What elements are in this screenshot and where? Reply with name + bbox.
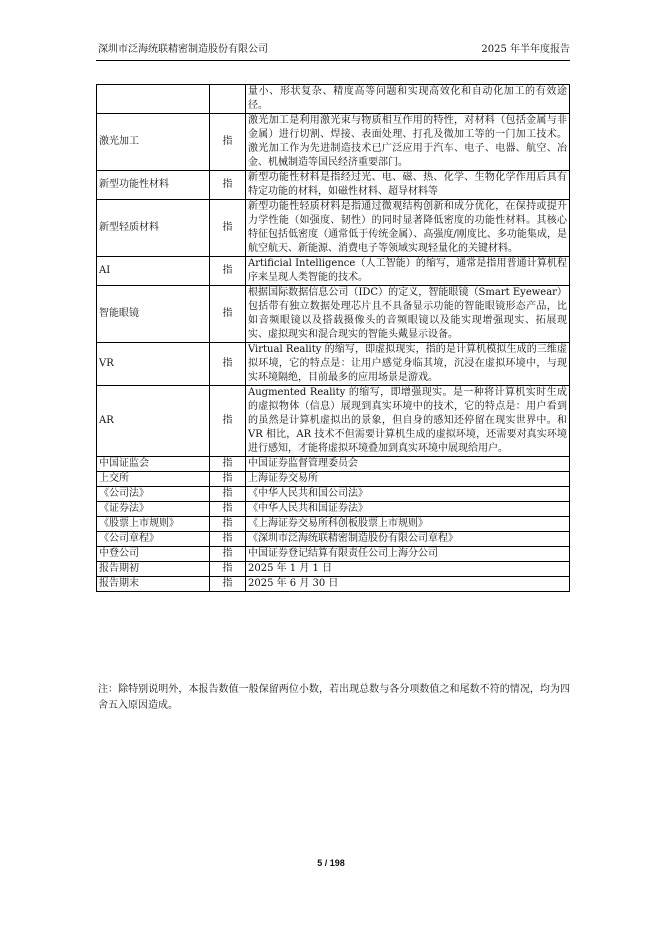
company-name: 深圳市泛海统联精密制造股份有限公司 [98,44,268,55]
table-row [97,502,570,517]
table-row [97,547,570,562]
refers-cell: 指 [210,457,246,472]
table-row [97,532,570,547]
report-title: 2025 年半年度报告 [481,44,570,55]
term-cell: 中登公司 [97,547,210,562]
refers-cell: 指 [210,472,246,487]
definition-cell: 中国证券登记结算有限责任公司上海分公司 [246,547,570,562]
term-cell: 《股票上市规则》 [97,517,210,532]
refers-cell [210,85,246,114]
table-row [97,286,570,343]
definition-cell: Virtual Reality 的缩写，即虚拟现实，指的是计算机模拟生成的三维虚拟环境，它的特点是：让用户感觉身临其境，沉浸在虚拟环境中，与现实环境隔绝，目前最多的应用场景是游戏。 [246,343,570,386]
definition-cell: 激光加工是利用激光束与物质相互作用的特性，对材料（包括金属与非金属）进行切割、焊接、表面处理、打孔及微加工等的一门加工技术。激光加工作为先进制造技术已广泛应用于汽车、电子、电器、航空、冶金、机械制造等国民经济重要部门。 [246,114,570,171]
footnote: 注：除特别说明外，本报告数值一般保留两位小数，若出现总数与各分项数值之和尾数不符的情况，均为四舍五入原因造成。 [98,684,570,711]
definition-cell: Augmented Reality 的缩写，即增强现实。是一种将计算机实时生成的虚拟物体（信息）展现到真实环境中的技术，它的特点是：用户看到的虽然是计算机虚拟出的景象，但自身的感知还停留在现实世界中。和 VR 相比，AR 技术不但需要计算机生成的虚拟环境，还需要对真实环境进行感知，才能将虚拟环境叠加到真实环境中展现给用户。 [246,386,570,457]
refers-cell: 指 [210,487,246,502]
table-row [97,562,570,577]
refers-cell: 指 [210,502,246,517]
refers-cell: 指 [210,517,246,532]
table-row [97,386,570,457]
table-row [97,85,570,114]
term-cell: 报告期末 [97,577,210,592]
refers-cell: 指 [210,114,246,171]
table-row [97,577,570,592]
refers-cell: 指 [210,171,246,200]
term-cell: AI [97,257,210,286]
definition-cell: 2025 年 1 月 1 日 [246,562,570,577]
refers-cell: 指 [210,200,246,257]
page-number: 5 / 198 [317,858,345,868]
term-cell [97,85,210,114]
glossary-table [96,84,570,592]
term-cell: 中国证监会 [97,457,210,472]
table-row [97,517,570,532]
refers-cell: 指 [210,532,246,547]
definition-cell: 《深圳市泛海统联精密制造股份有限公司章程》 [246,532,570,547]
definition-cell: 《中华人民共和国证券法》 [246,502,570,517]
table-row [97,457,570,472]
term-cell: 上交所 [97,472,210,487]
refers-cell: 指 [210,386,246,457]
refers-cell: 指 [210,562,246,577]
definition-cell: 上海证券交易所 [246,472,570,487]
table-row [97,114,570,171]
refers-cell: 指 [210,577,246,592]
term-cell: 智能眼镜 [97,286,210,343]
table-row [97,472,570,487]
definition-cell: 《中华人民共和国公司法》 [246,487,570,502]
table-row [97,171,570,200]
term-cell: 新型轻质材料 [97,200,210,257]
table-row [97,257,570,286]
definition-cell: 量小、形状复杂、精度高等问题和实现高效化和自动化加工的有效途径。 [246,85,570,114]
definition-cell: 根据国际数据信息公司（IDC）的定义，智能眼镜（Smart Eyewear）包括带有独立数据处理芯片且不具备显示功能的智能眼镜形态产品，比如音频眼镜以及搭载摄像头的音频眼镜以及能实现增强现实、拓展现实、虚拟现实和混合现实的智能头戴显示设备。 [246,286,570,343]
definition-cell: Artificial Intelligence（人工智能）的缩写，通常是指用普通计算机程序来呈现人类智能的技术。 [246,257,570,286]
refers-cell: 指 [210,547,246,562]
term-cell: AR [97,386,210,457]
definition-cell: 新型功能性材料是指经过光、电、磁、热、化学、生物化学作用后具有特定功能的材料，如磁性材料、超导材料等 [246,171,570,200]
refers-cell: 指 [210,343,246,386]
definition-cell: 中国证券监督管理委员会 [246,457,570,472]
term-cell: 《公司章程》 [97,532,210,547]
term-cell: 报告期初 [97,562,210,577]
definition-cell: 《上海证券交易所科创板股票上市规则》 [246,517,570,532]
term-cell: 《公司法》 [97,487,210,502]
term-cell: VR [97,343,210,386]
term-cell: 《证券法》 [97,502,210,517]
definition-cell: 2025 年 6 月 30 日 [246,577,570,592]
definition-cell: 新型功能性轻质材料是指通过微观结构创新和成分优化，在保持或提升力学性能（如强度、韧性）的同时显著降低密度的功能性材料。其核心特征包括低密度（通常低于传统金属）、高强度/刚度比、多功能集成，是航空航天、新能源、消费电子等领域实现轻量化的关键材料。 [246,200,570,257]
page-header [96,36,570,54]
header-divider [96,60,570,61]
term-cell: 新型功能性材料 [97,171,210,200]
table-row [97,343,570,386]
table-row [97,487,570,502]
table-row [97,200,570,257]
refers-cell: 指 [210,286,246,343]
term-cell: 激光加工 [97,114,210,171]
refers-cell: 指 [210,257,246,286]
